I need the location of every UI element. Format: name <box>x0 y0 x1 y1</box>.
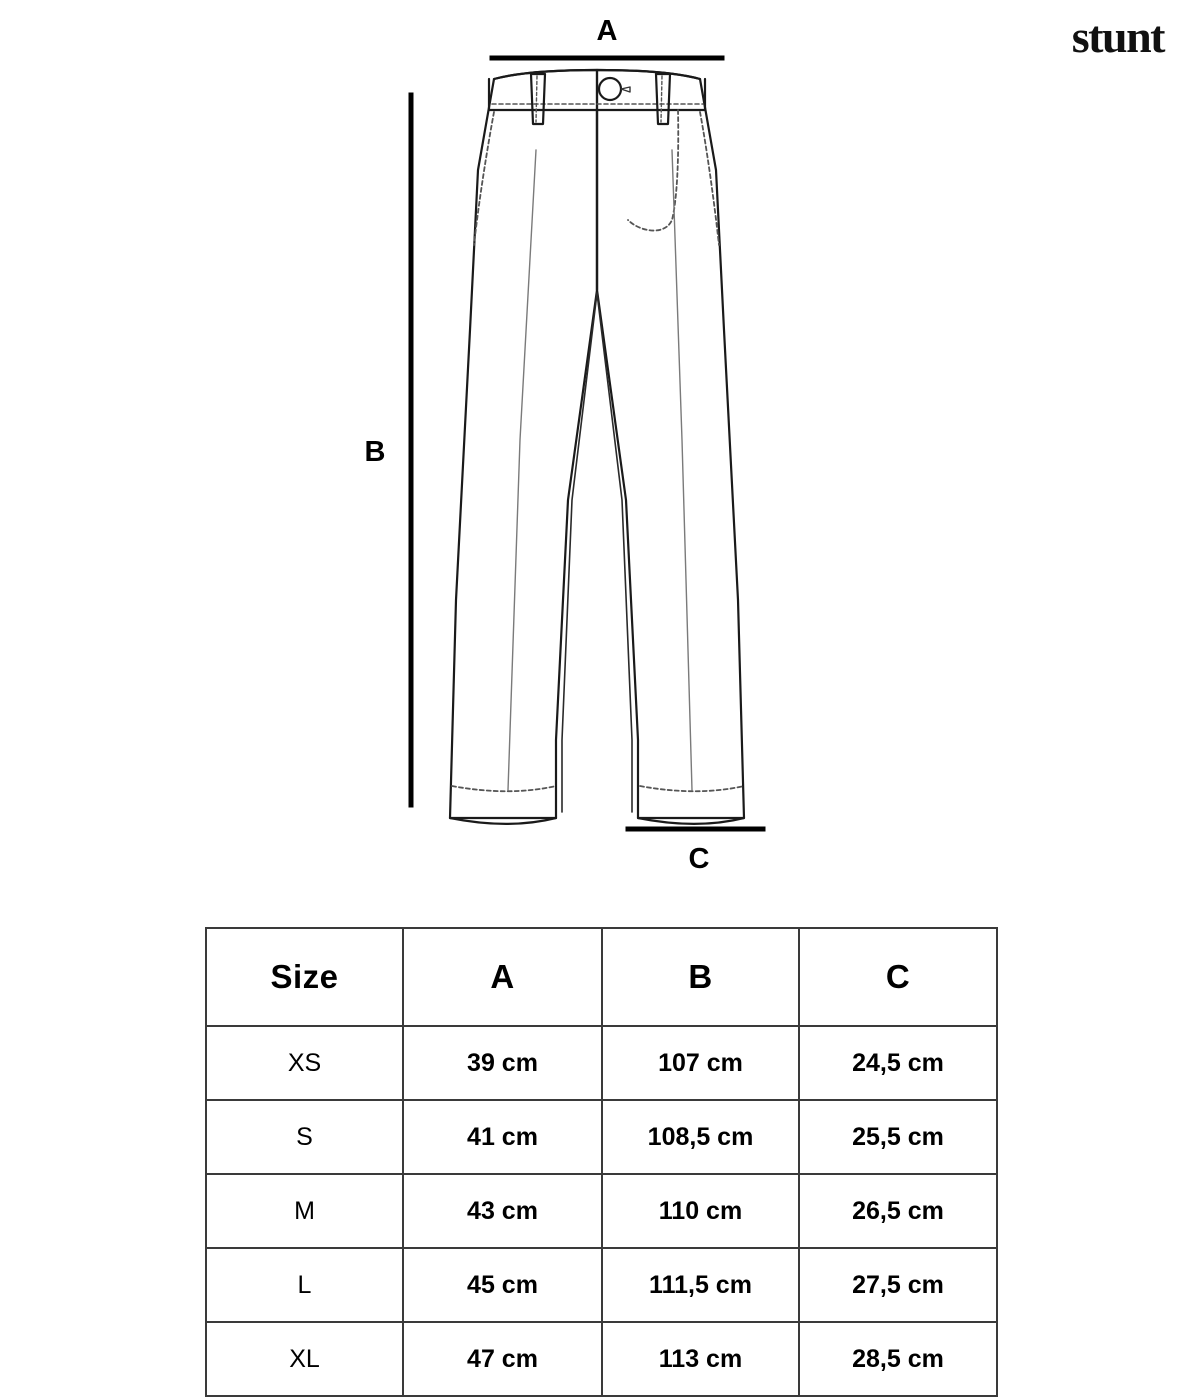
dimension-a-label: A <box>596 15 618 47</box>
table-row <box>206 1026 997 1100</box>
cell-size: XL <box>206 1322 403 1396</box>
cell-size: XS <box>206 1026 403 1100</box>
belt-loop-right <box>656 74 670 124</box>
table-row <box>206 1322 997 1396</box>
table-header-row <box>206 928 997 1026</box>
pants-illustration <box>450 70 744 824</box>
cell-a: 39 cm <box>403 1026 602 1100</box>
cell-a: 41 cm <box>403 1100 602 1174</box>
column-header-c: C <box>799 928 997 1026</box>
cell-c: 25,5 cm <box>799 1100 997 1174</box>
cell-size: L <box>206 1248 403 1322</box>
cell-b: 107 cm <box>602 1026 799 1100</box>
waist-button <box>599 78 621 100</box>
table-row <box>206 1174 997 1248</box>
cell-b: 113 cm <box>602 1322 799 1396</box>
waist-button-tab <box>621 87 630 92</box>
inseam-left <box>562 293 597 812</box>
brand-logo: stunt <box>1071 11 1164 62</box>
dimension-b-group <box>365 95 411 805</box>
right-crease <box>672 150 692 790</box>
belt-loop-right-stitch <box>661 76 662 122</box>
cell-a: 43 cm <box>403 1174 602 1248</box>
inseam-right <box>597 293 632 812</box>
cell-b: 110 cm <box>602 1174 799 1248</box>
cell-c: 26,5 cm <box>799 1174 997 1248</box>
belt-loop-left-stitch <box>536 76 537 122</box>
size-chart-table <box>205 927 998 1397</box>
dimension-c-group <box>628 829 763 875</box>
right-leg <box>597 70 744 818</box>
dimension-a-group <box>492 15 722 58</box>
left-hem-stitch <box>452 786 556 791</box>
cell-c: 24,5 cm <box>799 1026 997 1100</box>
cell-a: 47 cm <box>403 1322 602 1396</box>
cell-c: 27,5 cm <box>799 1248 997 1322</box>
column-header-b: B <box>602 928 799 1026</box>
cell-b: 108,5 cm <box>602 1100 799 1174</box>
belt-loop-left <box>531 74 545 124</box>
left-crease <box>508 150 536 790</box>
fly-stitching <box>628 110 678 231</box>
cell-c: 28,5 cm <box>799 1322 997 1396</box>
column-header-a: A <box>403 928 602 1026</box>
cell-b: 111,5 cm <box>602 1248 799 1322</box>
table-body <box>206 1026 997 1396</box>
dimension-c-label: C <box>688 843 710 875</box>
table-row <box>206 1248 997 1322</box>
table-header <box>206 928 997 1026</box>
size-chart-table-wrapper <box>205 927 996 1397</box>
table-row <box>206 1100 997 1174</box>
left-leg <box>450 70 597 818</box>
cell-a: 45 cm <box>403 1248 602 1322</box>
cell-size: S <box>206 1100 403 1174</box>
cell-size: M <box>206 1174 403 1248</box>
column-header-size: Size <box>206 928 403 1026</box>
dimension-b-label: B <box>364 436 386 468</box>
